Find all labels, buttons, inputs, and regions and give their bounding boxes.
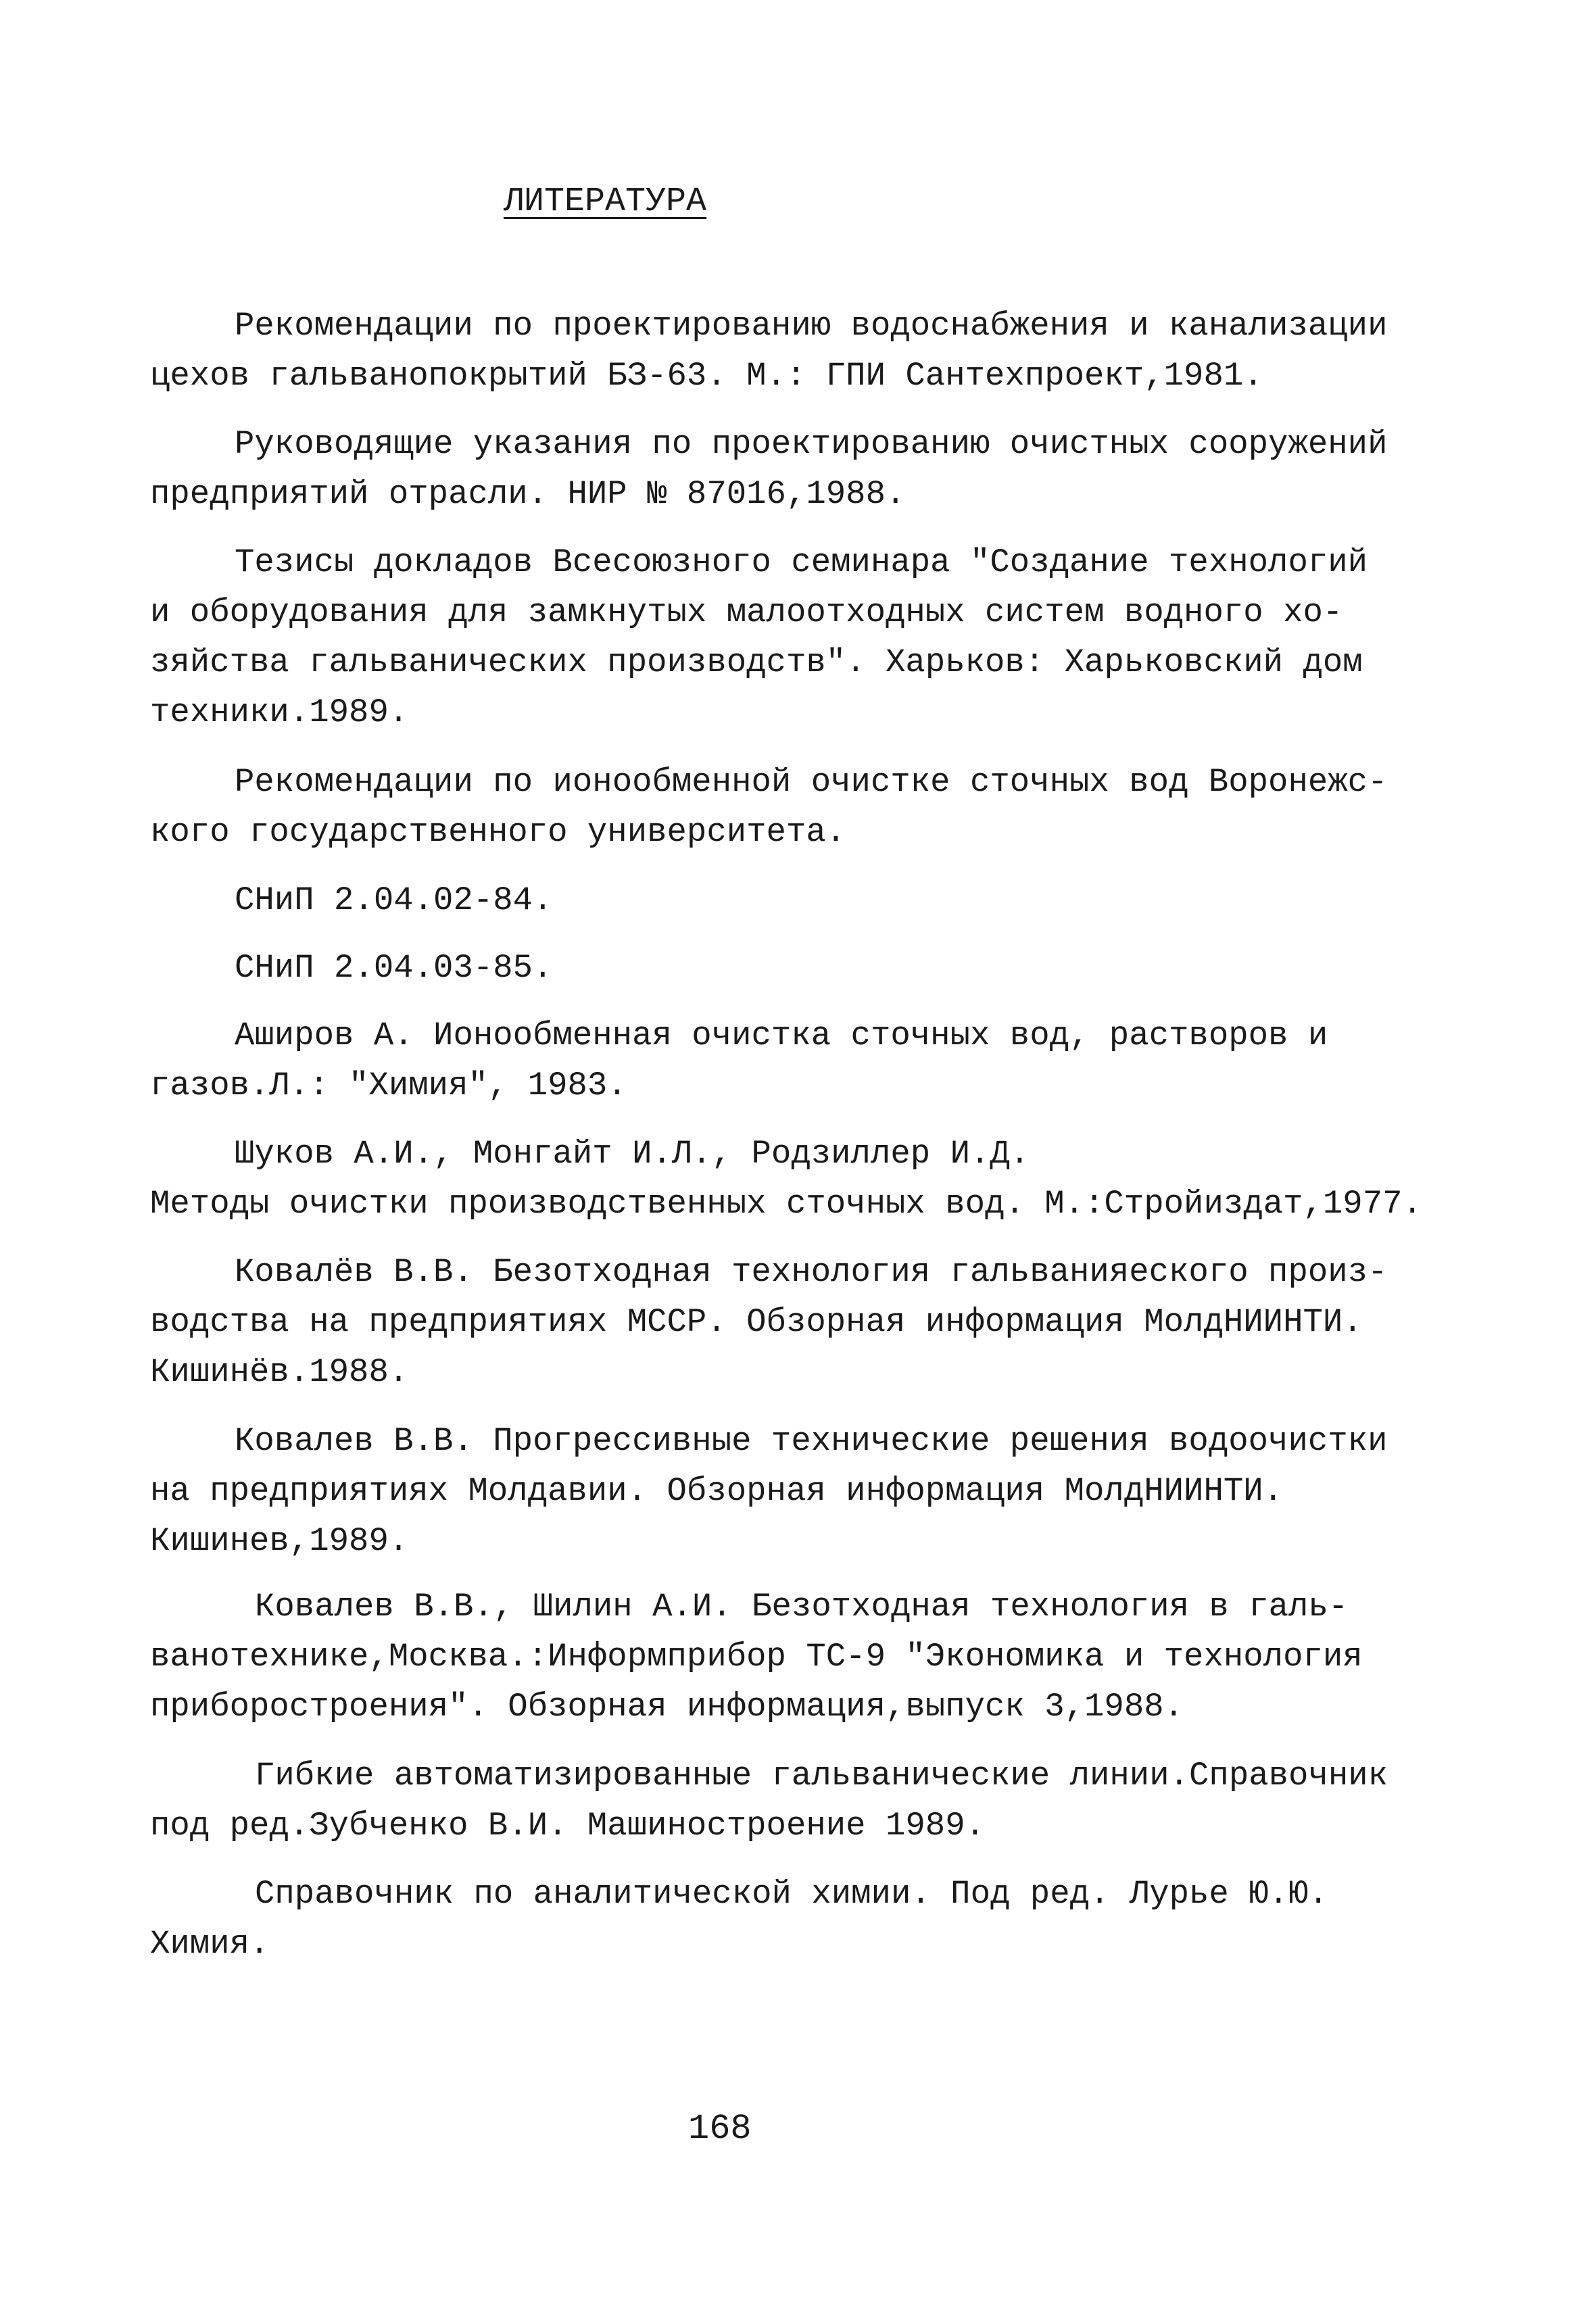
reference-line: Ковалев В.В., Шилин А.И. Безотходная технология в галь-	[255, 1588, 1349, 1626]
reference-item	[150, 537, 1543, 737]
reference-line: на предприятиях Молдавии. Обзорная информация МолдНИИНТИ.	[150, 1472, 1284, 1510]
page-title: ЛИТЕРАТУРА	[504, 182, 707, 221]
reference-line: СНиП 2.04.02-84.	[235, 881, 553, 919]
reference-item	[150, 1582, 1543, 1732]
reference-line: ванотехнике,Москва.:Информприбор ТС-9 "Экономика и технология	[150, 1638, 1363, 1676]
reference-item	[150, 875, 1543, 925]
reference-item	[150, 1129, 1543, 1229]
reference-line: Ковалёв В.В. Безотходная технология гальванияеского произ-	[235, 1253, 1388, 1291]
reference-line: Химия.	[150, 1925, 270, 1963]
reference-line: Тезисы докладов Всесоюзного семинара "Создание технологий	[235, 543, 1368, 581]
reference-item	[150, 1010, 1543, 1111]
reference-line: под ред.Зубченко В.И. Машиностроение 1989.	[150, 1807, 986, 1845]
reference-item	[150, 757, 1543, 857]
reference-line: Шуков А.И., Монгайт И.Л., Родзиллер И.Д.	[235, 1135, 1030, 1173]
reference-line: Кишинев,1989.	[150, 1522, 409, 1560]
reference-line: приборостроения". Обзорная информация,выпуск 3,1988.	[150, 1688, 1184, 1726]
reference-line: Гибкие автоматизированные гальванические линии.Справочник	[255, 1757, 1388, 1795]
reference-line: Рекомендации по проектированию водоснабжения и канализации	[235, 307, 1388, 345]
reference-line: зяйства гальванических производств". Харьков: Харьковский дом	[150, 643, 1363, 681]
reference-line: СНиП 2.04.03-85.	[235, 949, 553, 987]
reference-line: предприятий отрасли. НИР № 87016,1988.	[150, 475, 906, 513]
reference-item	[150, 1416, 1543, 1566]
reference-line: кого государственного университета.	[150, 813, 846, 851]
reference-item	[150, 419, 1543, 519]
reference-line: Методы очистки производственных сточных вод. М.:Стройиздат,1977.	[150, 1185, 1422, 1223]
reference-item	[150, 1247, 1543, 1397]
reference-line: Аширов А. Ионообменная очистка сточных вод, растворов и	[235, 1017, 1328, 1054]
reference-line: Ковалев В.В. Прогрессивные технические решения водоочистки	[235, 1422, 1388, 1460]
reference-item	[150, 1869, 1543, 1969]
reference-line: Руководящие указания по проектированию очистных сооружений	[235, 425, 1388, 463]
reference-line: Справочник по аналитической химии. Под ред. Лурье Ю.Ю.	[255, 1875, 1328, 1913]
reference-item	[150, 1751, 1543, 1851]
page-number: 168	[688, 2109, 752, 2149]
reference-line: техники.1989.	[150, 693, 409, 731]
reference-line: цехов гальванопокрытий БЗ-63. М.: ГПИ Сантехпроект,1981.	[150, 357, 1263, 395]
reference-item	[150, 943, 1543, 993]
reference-line: водства на предприятиях МССР. Обзорная информация МолдНИИНТИ.	[150, 1303, 1363, 1341]
reference-line: Кишинёв.1988.	[150, 1353, 409, 1391]
reference-line: Рекомендации по ионообменной очистке сточных вод Воронежс-	[235, 763, 1388, 801]
reference-line: газов.Л.: "Химия", 1983.	[150, 1067, 627, 1104]
reference-item	[150, 301, 1543, 401]
reference-line: и оборудования для замкнутых малоотходных систем водного хо-	[150, 593, 1343, 631]
